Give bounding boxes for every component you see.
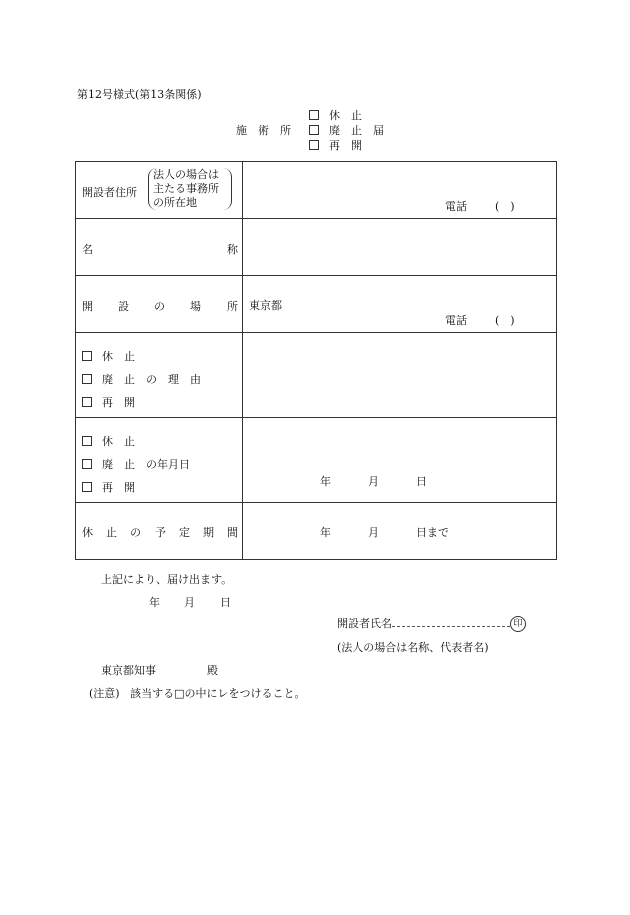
period-label-char: 休 (82, 526, 93, 539)
signature-line (392, 617, 510, 627)
location-label-char: の (154, 300, 165, 313)
checkbox[interactable] (309, 110, 319, 120)
period-label-char: 期 (203, 526, 214, 539)
location-label-char: 場 (190, 300, 201, 313)
period-label-cell (76, 503, 243, 560)
year-label: 年 (320, 475, 331, 488)
address-label-cell (76, 162, 243, 219)
phone-label: 電話 (445, 200, 467, 213)
reason-label-cell (76, 333, 243, 418)
name-label-right: 称 (227, 243, 238, 256)
phone-paren: ( ) (495, 200, 515, 213)
period-label-char: 止 (106, 526, 117, 539)
title-option-resume: 再 開 (309, 137, 362, 153)
title-option-abolish: 廃 止 届 (309, 122, 384, 138)
row-period (76, 503, 557, 560)
day-label: 日 (220, 596, 231, 609)
checkbox[interactable] (82, 436, 92, 446)
row-location (76, 276, 557, 333)
period-label-char: 予 (155, 526, 166, 539)
form-table (75, 161, 557, 560)
reason-option: 廃 止 の 理 由 (82, 371, 201, 387)
period-label-char: 間 (227, 526, 238, 539)
applicant-note: (法人の場合は名称、代表者名) (337, 641, 489, 654)
checkbox[interactable] (309, 125, 319, 135)
applicant-name-line[interactable] (337, 615, 526, 632)
period-label-char: 定 (179, 526, 190, 539)
period-label-char: の (130, 526, 141, 539)
name-label-cell (76, 219, 243, 276)
checkbox[interactable] (82, 351, 92, 361)
until-day-label: 日まで (416, 526, 449, 539)
paren-line: の所在地 (153, 196, 197, 209)
location-label-char: 開 (82, 300, 93, 313)
notice-text: 該当する□の中にレをつけること。 (130, 687, 306, 700)
name-label-left: 名 (82, 243, 93, 256)
month-label: 月 (368, 526, 379, 539)
corporate-note (148, 168, 232, 210)
date-value-cell[interactable] (243, 418, 557, 503)
statement: 上記により、届け出ます。 (101, 573, 233, 586)
address-label: 開設者住所 (82, 186, 137, 199)
row-address (76, 162, 557, 219)
period-value-cell[interactable] (243, 503, 557, 560)
reason-value-cell[interactable] (243, 333, 557, 418)
location-value-cell[interactable] (243, 276, 557, 333)
checkbox[interactable] (82, 482, 92, 492)
notice (89, 685, 306, 701)
month-label: 月 (184, 596, 195, 609)
row-name (76, 219, 557, 276)
title-option-suspend: 休 止 (309, 107, 362, 123)
location-label-cell (76, 276, 243, 333)
reason-option: 再 開 (82, 394, 135, 410)
name-value-cell[interactable] (243, 219, 557, 276)
checkbox[interactable] (309, 140, 319, 150)
honorific: 殿 (207, 664, 218, 677)
phone-label: 電話 (445, 314, 467, 327)
address-value-cell[interactable] (243, 162, 557, 219)
checkbox[interactable] (82, 374, 92, 384)
reason-option: 休 止 (82, 348, 135, 364)
date-option: 休 止 (82, 433, 135, 449)
form-number: 第12号様式(第13条関係) (77, 88, 202, 101)
location-prefill: 東京都 (249, 299, 282, 312)
row-date (76, 418, 557, 503)
date-option: 廃 止 の年月日 (82, 456, 190, 472)
row-reason (76, 333, 557, 418)
month-label: 月 (368, 475, 379, 488)
phone-paren: ( ) (495, 314, 515, 327)
notice-label: (注意) (89, 687, 120, 700)
checkbox[interactable] (82, 459, 92, 469)
location-label-char: 設 (118, 300, 129, 313)
applicant-label: 開設者氏名 (337, 617, 392, 630)
paren-line: 法人の場合は (153, 168, 219, 181)
date-option: 再 開 (82, 479, 135, 495)
year-label: 年 (320, 526, 331, 539)
date-label-cell (76, 418, 243, 503)
location-label-char: 所 (227, 300, 238, 313)
seal-mark: 印 (510, 616, 526, 632)
year-label: 年 (149, 596, 160, 609)
day-label: 日 (416, 475, 427, 488)
addressee-name: 東京都知事 (101, 664, 156, 677)
title-prefix: 施 術 所 (236, 124, 291, 137)
paren-line: 主たる事務所 (153, 182, 219, 195)
checkbox[interactable] (82, 397, 92, 407)
